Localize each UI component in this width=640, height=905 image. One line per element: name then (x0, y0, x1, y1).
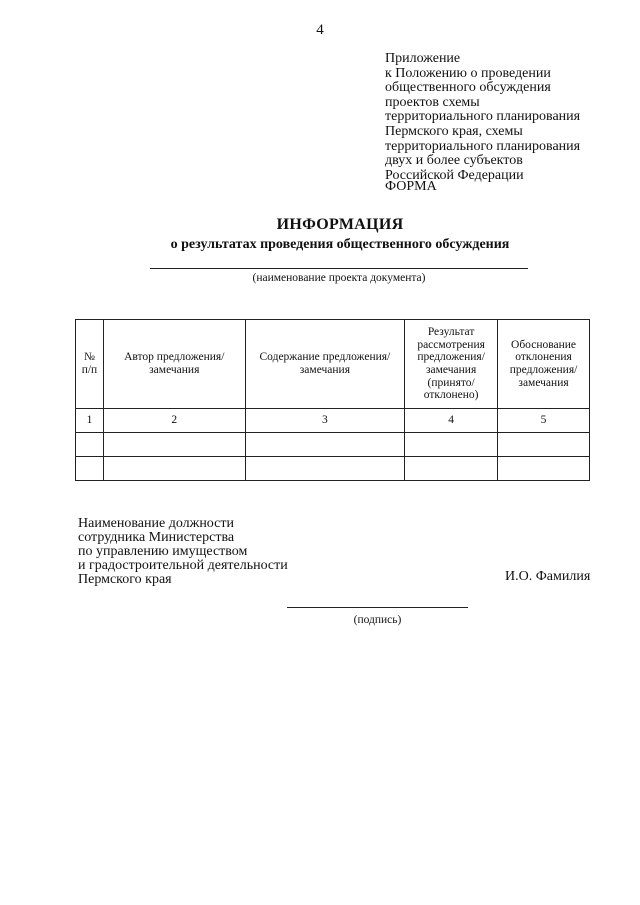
table-cell (498, 433, 590, 457)
table-cell (76, 457, 104, 481)
appendix-line: Российской Федерации (385, 167, 524, 183)
column-header-author: Автор предложения/ замечания (103, 320, 245, 409)
document-name-line (150, 268, 528, 269)
appendix-line: проектов схемы (385, 94, 480, 110)
table-cell (498, 457, 590, 481)
signatory-position-line: Наименование должности (78, 516, 234, 531)
signatory-position-line: и градостроительной деятельности (78, 558, 288, 573)
table-cell (76, 433, 104, 457)
column-number: 2 (103, 409, 245, 433)
appendix-line: территориального планирования (385, 138, 581, 154)
appendix-line: к Положению о проведении (385, 65, 551, 81)
results-table (75, 319, 590, 481)
signatory-position-line: по управлению имуществом (78, 544, 248, 559)
signatory-position-line: сотрудника Министерства (78, 530, 235, 545)
signature-caption: (подпись) (353, 614, 402, 626)
document-name-caption: (наименование проекта документа) (252, 272, 426, 284)
table-cell (405, 457, 498, 481)
table-header-row (76, 320, 590, 409)
table-cell (103, 433, 245, 457)
document-title: ИНФОРМАЦИЯ (276, 216, 404, 233)
document-subtitle: о результатах проведения общественного обсуждения (170, 237, 510, 252)
column-number: 4 (405, 409, 498, 433)
signatory-name: И.О. Фамилия (505, 569, 591, 584)
table-cell (245, 457, 405, 481)
column-header-result: Результат рассмотрения предложения/ замечания (принято/ отклонено) (405, 320, 498, 409)
column-number: 1 (76, 409, 104, 433)
appendix-line: двух и более субъектов (385, 153, 523, 169)
signature-line (287, 607, 468, 608)
form-label: ФОРМА (385, 179, 437, 194)
table-cell (245, 433, 405, 457)
appendix-note (385, 52, 635, 183)
signatory-position-line: Пермского края (78, 572, 172, 587)
column-header-content: Содержание предложения/ замечания (245, 320, 405, 409)
appendix-line: Пермского края, схемы (385, 123, 523, 139)
page-number: 4 (316, 22, 324, 38)
table-row (76, 433, 590, 457)
appendix-line: Приложение (385, 51, 461, 66)
column-numbers-row (76, 409, 590, 433)
column-number: 3 (245, 409, 405, 433)
signatory-position (78, 517, 288, 587)
column-header-number: № п/п (76, 320, 104, 409)
appendix-line: общественного обсуждения (385, 80, 551, 96)
appendix-line: территориального планирования (385, 109, 581, 125)
column-number: 5 (498, 409, 590, 433)
column-header-justification: Обоснование отклонения предложения/ замечания (498, 320, 590, 409)
table-cell (405, 433, 498, 457)
table-cell (103, 457, 245, 481)
table-row (76, 457, 590, 481)
